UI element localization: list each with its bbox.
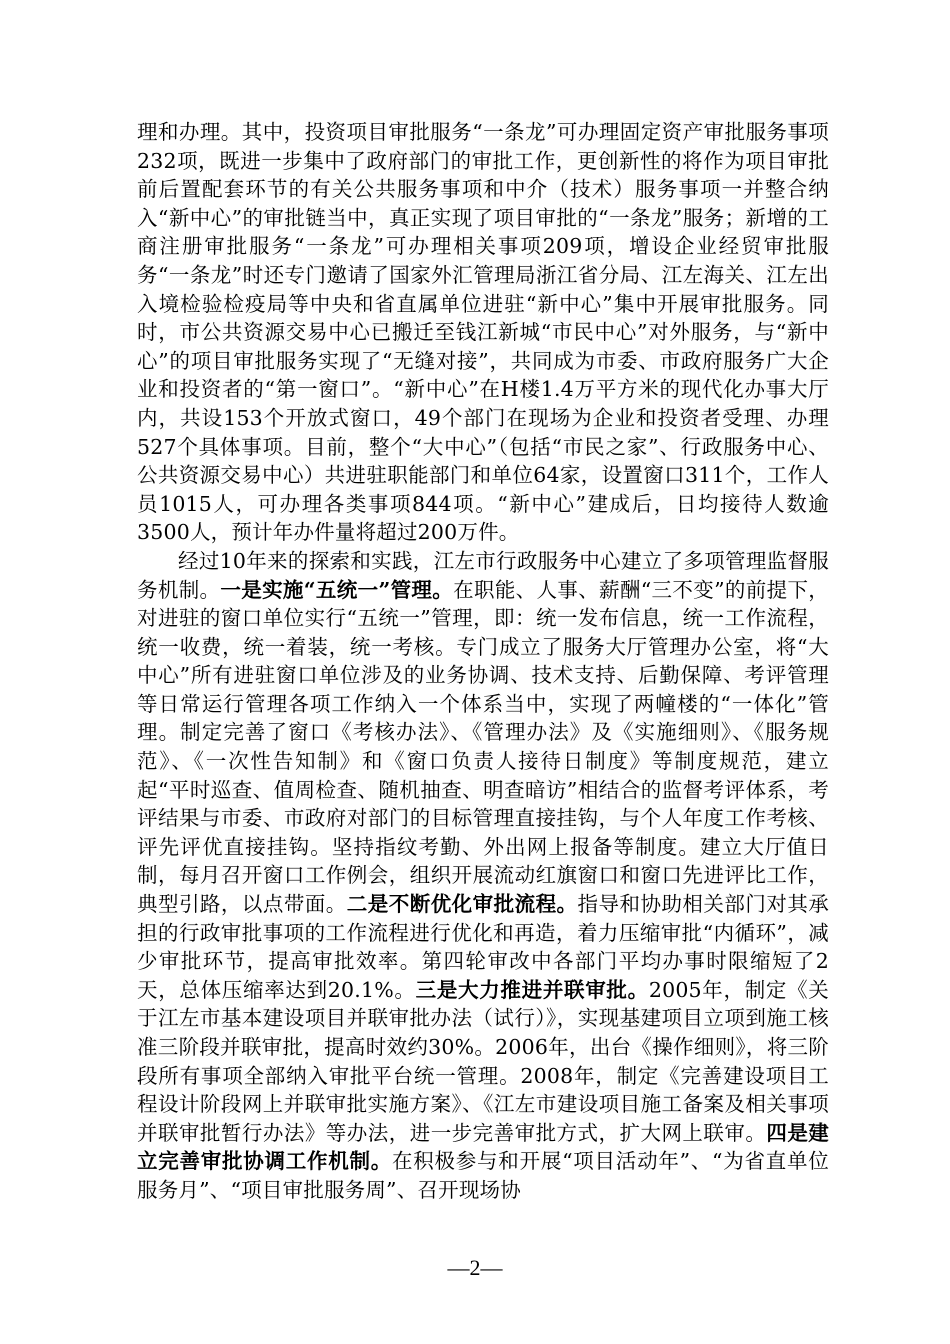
paragraph-1: 理和办理。其中，投资项目审批服务“一条龙”可办理固定资产审批服务事项232项，既进一步集中了政府部门的审批工作，更创新性的将作为项目审批前后置配套环节的有关公共服务事项和中介（技术）服务事项一并整合纳入“新中心”的审批链当中，真正实现了项目审批的“一条龙”服务；新增的工商注册审批服务“一条龙”可办理相关事项209项，增设企业经贸审批服务“一条龙”时还专门邀请了国家外汇管理局浙江省分局、江左海关、江左出入境检验检疫局等中央和省直属单位进驻“新中心”集中开展审批服务。同时，市公共资源交易中心已搬迁至钱江新城“市民中心”对外服务，与“新中心”的项目审批服务实现了“无缝对接”，共同成为市委、市政府服务广大企业和投资者的“第一窗口”。“新中心”在H楼1.4万平方米的现代化办事大厅内，共设153个开放式窗口，49个部门在现场为企业和投资者受理、办理527个具体事项。目前，整个“大中心”（包括“市民之家”、行政服务中心、公共资源交易中心）共进驻职能部门和单位64家，设置窗口311个，工作人员1015人，可办理各类事项844项。“新中心”建成后，日均接待人数逾3500人，预计年办件量将超过200万件。 — [137, 120, 829, 545]
heading-coordination-mechanism: 四是建立完善审批协调工作机制。 — [137, 1120, 829, 1174]
paragraph-2 — [137, 547, 829, 1205]
p2-section-2: 指导和协助相关部门对其承担的行政审批事项的工作流程进行优化和再造，着力压缩审批“内循环”，减少审批环节，提高审批效率。第四轮审改中各部门平均办事时限缩短了2天，总体压缩率达到20.1%。 — [137, 892, 830, 1002]
heading-parallel-approval: 三是大力推进并联审批。 — [415, 977, 649, 1002]
p2-intro: 经过10年来的探索和实践，江左市行政服务中心建立了多项管理监督服务机制。 — [137, 548, 829, 602]
p2-section-4: 在积极参与和开展“项目活动年”、“为省直单位服务月”、“项目审批服务周”、召开现场协 — [137, 1149, 830, 1202]
p2-section-1: 在职能、人事、薪酬“三不变”的前提下，对进驻的窗口单位实行“五统一”管理，即：统一发布信息，统一工作流程，统一收费，统一着装，统一考核。专门成立了服务大厅管理办公室，将“大中心”所有进驻窗口单位涉及的业务协调、技术支持、后勤保障、考评管理等日常运行管理各项工作纳入一个体系当中，实现了两幢楼的“一体化”管理。制定完善了窗口《考核办法》、《管理办法》及《实施细则》、《服务规范》、《一次性告知制》和《窗口负责人接待日制度》等制度规范，建立起“平时巡查、值周检查、随机抽查、明查暗访”相结合的监督考评体系，考评结果与市委、市政府对部门的目标管理直接挂钩，与个人年度工作考核、评先评优直接挂钩。坚持指纹考勤、外出网上报备等制度。建立大厅值日制，每月召开窗口工作例会，组织开展流动红旗窗口和窗口先进评比工作，典型引路，以点带面。 — [137, 577, 829, 917]
heading-five-unified: 一是实施“五统一”管理。 — [220, 577, 454, 602]
page-number: —2— — [447, 1255, 503, 1280]
body-text — [137, 118, 829, 1205]
heading-optimize-process: 二是不断优化审批流程。 — [346, 892, 578, 917]
p2-section-3: 2005年，制定《关于江左市基本建设项目并联审批办法（试行）》，实现基建项目立项到施工核准三阶段并联审批，提高时效约30%。2006年，出台《操作细则》，将三阶段所有事项全部纳入审批平台统一管理。2008年，制定《完善建设项目工程设计阶段网上并联审批实施方案》、《江左市建设项目施工备案及相关事项并联审批暂行办法》等办法，进一步完善审批方式，扩大网上联审。 — [137, 977, 829, 1145]
